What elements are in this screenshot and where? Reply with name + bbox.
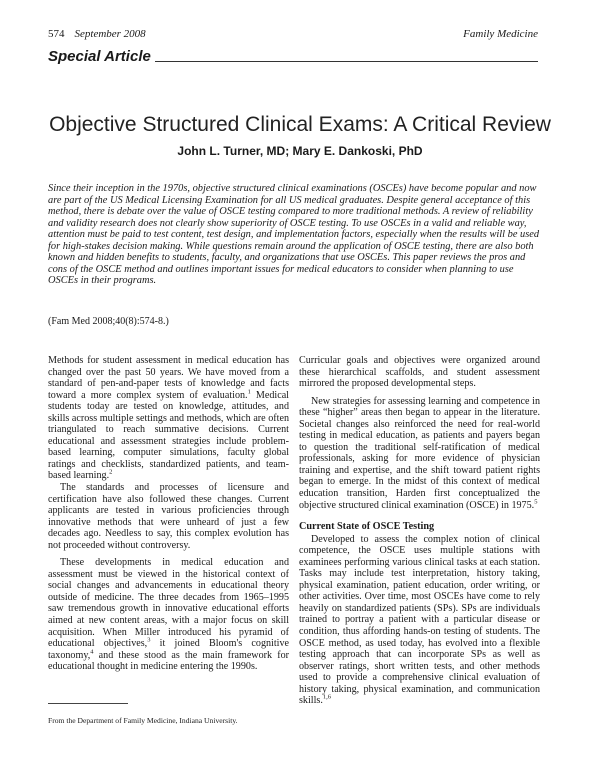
- reference-marker: 5: [534, 498, 538, 506]
- section-label-text: Special Article: [48, 48, 151, 65]
- body-paragraph: New strategies for assessing learning and competence in these “higher” areas then began to appear in the literature. Societal changes also reinforced the need for real-world testing in medical education, as patients and payers began to question the traditional self-ratification of medical professionals, asking for more evidence of physician training and expertise, and the shift toward patient rights began to emerge. In the midst of this context of medical education transition, Harden first conceptualized the objective structured clinical examination (OSCE) in 1975.$^5$: [299, 395, 540, 511]
- section-heading: Current State of OSCE Testing: [299, 521, 435, 533]
- reference-marker: 2: [109, 469, 113, 477]
- reference-marker: 3: [147, 636, 151, 644]
- body-paragraph: Curricular goals and objectives were organized around these hierarchical scaffolds, and student assessment mirrored the proposed developmental steps.: [299, 355, 540, 390]
- article-title: Objective Structured Clinical Exams: A Critical Review: [49, 113, 551, 136]
- running-header-left: [48, 28, 146, 40]
- abstract: Since their inception in the 1970s, objective structured clinical examinations (OSCEs) have become popular and now are part of the US Medical Licensing Examination for all US medical graduates. Despite general acceptance of this method, there is debate over the value of OSCE testing compared to more traditional methods. A review of reliability and validity research does not clearly show superiority of OSCE testing. To use OSCEs in a valid and reliable way, attention must be paid to test content, test design, and implementation factors, especially when the results will be used for high-stakes decision making. While questions remain around the application of OSCE testing, there are also both known and hidden benefits to students, faculty, and organizations that use OSCEs. This paper reviews the pros and cons of the OSCE method and outlines important issues for medical educators to consider when planning to use OSCEs in their programs.: [48, 183, 540, 286]
- section-label: [48, 48, 538, 65]
- journal-name: Family Medicine: [463, 28, 538, 40]
- section-rule: [155, 61, 538, 62]
- reference-marker: 1,6: [322, 693, 331, 701]
- reference-marker: 1: [247, 388, 251, 396]
- body-paragraph: Developed to assess the complex notion of clinical competence, the OSCE uses multiple stations with examinees performing various clinical tasks at each station. Tasks may include test interpretation, history taking, physical examination, patient education, order writing, or other activities. Over time, most OSCEs have come to rely heavily on standardized patients (SPs). SPs are individuals trained to portray a patient with a particular disease or condition, thus affording hands-on testing of students. The OSCE method, as used today, has evolved into a flexible testing approach that can incorporate SPs as well as observer ratings, short written tests, and other methods used to provide a comprehensive clinical evaluation of history taking, physical examination, and communication skills.$^{1,6}$: [299, 533, 540, 707]
- citation: (Fam Med 2008;40(8):574-8.): [48, 316, 169, 327]
- body-paragraph: These developments in medical education and assessment must be viewed in the historical context of social changes and advancements in educational theory outside of medicine. The three decades from 1965–1995 saw tremendous growth in innovative educational efforts aimed at new content areas, with a major focus on skill acquisition. When Miller introduced his pyramid of educational objectives,$^3$ it joined Bloom's cognitive taxonomy,$^4$ and these stood as the main framework for educational thought in medicine entering the 1990s.: [48, 557, 289, 673]
- footnote-rule: [48, 703, 128, 704]
- page-number: 574: [48, 28, 65, 40]
- article-authors: John L. Turner, MD; Mary E. Dankoski, PhD: [177, 144, 423, 158]
- body-column-left: [48, 355, 289, 673]
- issue-date: September 2008: [74, 28, 146, 40]
- body-column-right: [299, 355, 540, 707]
- body-paragraph: Methods for student assessment in medical education has changed over the past 50 years. We have moved from a standard of pen-and-paper tests of knowledge and facts toward a more complex system of evaluation.$^1$ Medical students today are tested on knowledge, attitudes, and skills across multiple settings and methods, which are often triangulated to reach summative decisions. Current educational and assessment strategies include problem-based learning, computer simulations, faculty global ratings and checklists, standardized patients, and team-based learning.$^2$: [48, 355, 289, 482]
- footnote: From the Department of Family Medicine, Indiana University.: [48, 716, 238, 725]
- reference-marker: 4: [90, 648, 94, 656]
- body-paragraph: The standards and processes of licensure and certification have also followed these changes. Current applicants are tested in various proficiencies through innovative methods that were unheard of just a few decades ago. Needless to say, this complex evolution has not proceeded without controversy.: [48, 482, 289, 551]
